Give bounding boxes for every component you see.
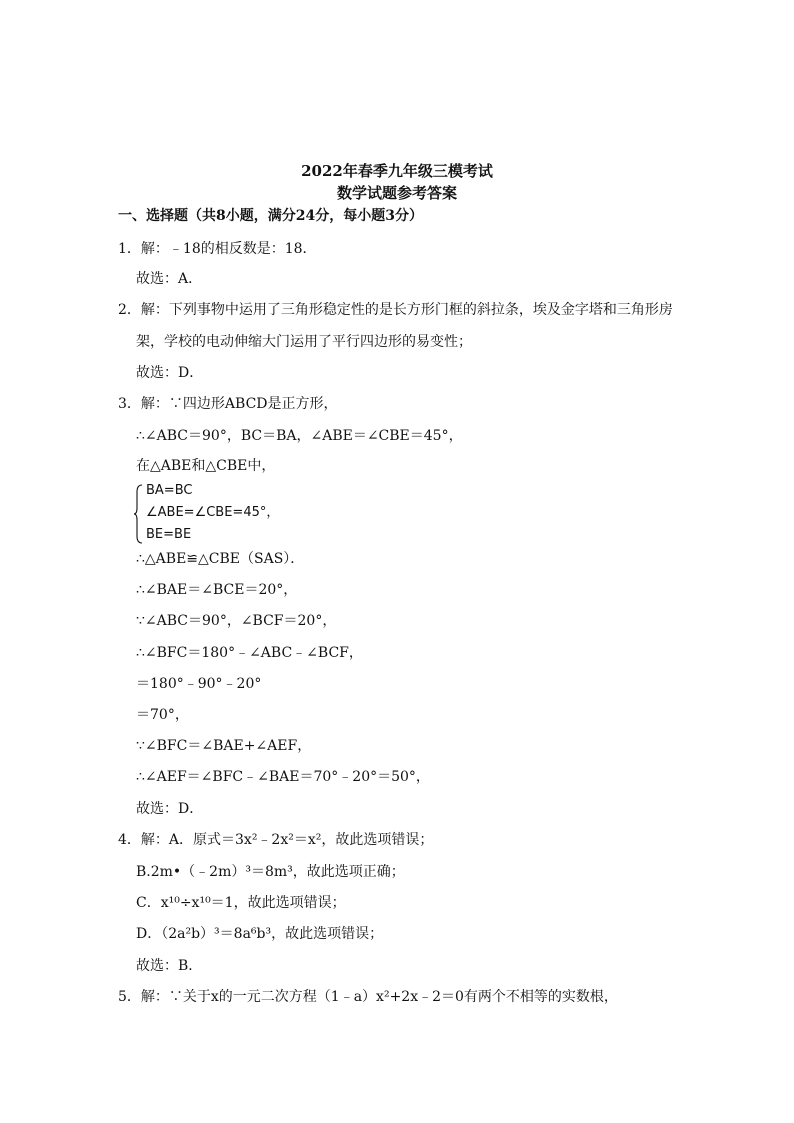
answer-line: 1．解：﹣18的相反数是：18． bbox=[118, 241, 317, 257]
answer-line: 故选：B． bbox=[136, 958, 203, 974]
answer-line: ∴∠BAE＝∠BCE＝20°， bbox=[136, 582, 298, 598]
section-heading: 一、选择题（共8小题，满分24分，每小题3分） bbox=[118, 208, 423, 224]
answer-line: ＝180°﹣90°﹣20° bbox=[136, 676, 262, 692]
system-line: ∠ABE=∠CBE=45°， bbox=[146, 505, 280, 520]
answer-line: 3．解：∵四边形ABCD是正方形， bbox=[118, 396, 338, 412]
answer-line: C．x¹⁰÷x¹⁰＝1，故此选项错误； bbox=[136, 895, 346, 911]
answer-line: B.2m•（﹣2m）³＝8m³，故此选项正确； bbox=[136, 864, 405, 880]
answer-line: 故选：A． bbox=[136, 271, 203, 287]
answer-line: 5．解：∵关于x的一元二次方程（1﹣a）x²+2x﹣2＝0有两个不相等的实数根， bbox=[118, 989, 618, 1005]
answer-line: ∴∠AEF＝∠BFC﹣∠BAE＝70°﹣20°＝50°， bbox=[136, 769, 430, 785]
equation-brace bbox=[134, 484, 143, 544]
doc-title: 2022年春季九年级三模考试 bbox=[301, 162, 493, 180]
answer-line: 在△ABE和△CBE中， bbox=[136, 458, 276, 474]
answer-line: ∴∠ABC＝90°，BC＝BA，∠ABE＝∠CBE＝45°， bbox=[136, 428, 463, 444]
answer-line: 架，学校的电动伸缩大门运用了平行四边形的易变性； bbox=[136, 334, 472, 350]
answer-line: ∵∠ABC＝90°，∠BCF＝20°， bbox=[136, 613, 337, 629]
answer-line: ∴∠BFC＝180°﹣∠ABC﹣∠BCF， bbox=[136, 645, 363, 661]
system-line: BA=BC bbox=[146, 483, 193, 498]
answer-line: ＝70°， bbox=[136, 707, 189, 723]
doc-subtitle: 数学试题参考答案 bbox=[336, 184, 457, 202]
answer-line: D．（2a²b）³＝8a⁶b³，故此选项错误； bbox=[136, 926, 384, 942]
answer-line: ∵∠BFC＝∠BAE+∠AEF， bbox=[136, 738, 312, 754]
answer-line: 故选：D． bbox=[136, 365, 204, 381]
system-line: BE=BE bbox=[146, 527, 192, 542]
answer-line: 2．解：下列事物中运用了三角形稳定性的是长方形门框的斜拉条，埃及金字塔和三角形房 bbox=[118, 302, 673, 318]
answer-line: 4．解：A．原式＝3x²﹣2x²＝x²，故此选项错误； bbox=[118, 832, 434, 848]
answer-line: 故选：D． bbox=[136, 801, 204, 817]
answer-line: ∴△ABE≌△CBE（SAS）． bbox=[136, 551, 305, 567]
